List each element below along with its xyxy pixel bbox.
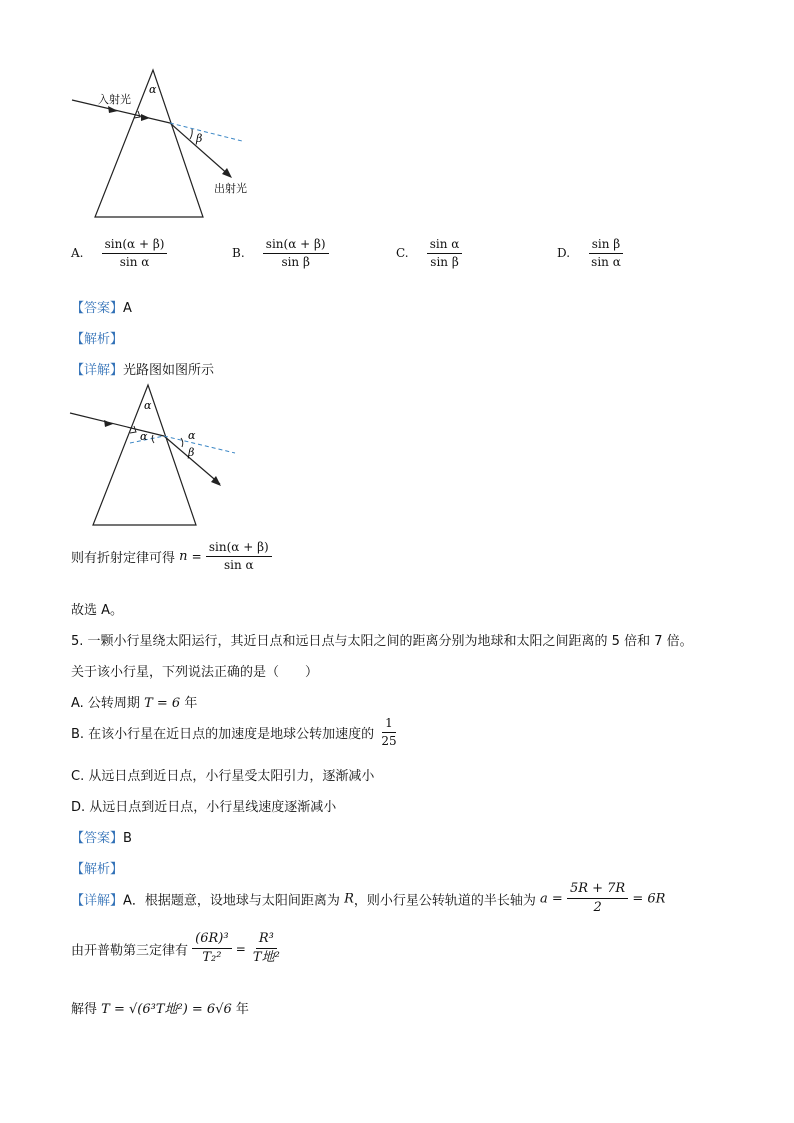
solve-text: 解得 xyxy=(71,1002,98,1017)
detail-a: a = xyxy=(540,891,563,907)
q5-answer xyxy=(71,827,132,846)
q5-detail xyxy=(71,882,665,916)
option-d xyxy=(557,238,624,269)
detail-numerator: 5R + 7R xyxy=(567,882,628,899)
beta-arc xyxy=(190,129,192,139)
alpha-label: α xyxy=(149,83,157,96)
law-denominator: sin α xyxy=(223,558,254,573)
detail-result: = 6R xyxy=(632,891,666,907)
detail-text-2: ，则小行星公转轨道的半长轴为 xyxy=(353,893,536,909)
alpha-top-label: α xyxy=(144,399,152,412)
q5-option-d: D. 从远日点到近日点，小行星线速度逐渐减小 xyxy=(71,800,337,815)
solve-post: 年 xyxy=(235,1002,249,1017)
law-var: n xyxy=(179,549,188,565)
alpha-arc-inner xyxy=(152,435,154,443)
answer-value: A xyxy=(123,301,132,316)
option-denominator: sin α xyxy=(119,255,150,270)
answer-tag: 【答案】 xyxy=(71,831,124,846)
q5-kepler xyxy=(71,932,283,966)
q5-option-c: C. 从远日点到近日点，小行星受太阳引力，逐渐减小 xyxy=(71,769,375,784)
option-a xyxy=(71,238,167,269)
detail-r: R xyxy=(344,891,354,907)
option-c xyxy=(396,238,462,269)
incident-arrow-2 xyxy=(141,114,150,121)
detail-denominator: 2 xyxy=(593,900,602,916)
option-label: A. xyxy=(71,246,84,261)
option-b-numerator: 1 xyxy=(382,717,396,733)
option-a-pre: A. 公转周期 xyxy=(71,696,140,711)
option-numerator: sin β xyxy=(589,238,623,254)
kepler-left-numerator: (6R)³ xyxy=(192,932,231,949)
option-denominator: sin β xyxy=(430,255,459,270)
q4-answer xyxy=(71,297,132,316)
q4-conclusion: 故选 A。 xyxy=(71,603,124,618)
q5-solve xyxy=(71,998,249,1017)
solve-math: T = √(6³T地²) = 6√6 xyxy=(101,1002,232,1017)
option-label: B. xyxy=(232,246,245,261)
answer-tag: 【答案】 xyxy=(71,301,124,316)
q4-analysis-tag: 【解析】 xyxy=(71,332,124,347)
option-a-post: 年 xyxy=(184,696,198,711)
kepler-left-denominator: T₂² xyxy=(202,950,222,966)
kepler-right-numerator: R³ xyxy=(256,932,277,949)
kepler-equals: = xyxy=(235,941,246,956)
beta-label: β xyxy=(188,446,195,459)
option-label: D. xyxy=(557,246,571,261)
option-denominator: sin α xyxy=(591,255,621,270)
law-text: 则有折射定律可得 xyxy=(71,551,176,567)
incident-ray xyxy=(70,413,164,436)
option-numerator: sin(α + β) xyxy=(263,238,329,254)
alpha-inner-label: α xyxy=(140,430,148,443)
option-b xyxy=(232,238,329,269)
alpha-arc-outer xyxy=(181,438,183,447)
option-b-pre: B. 在该小行星在近日点的加速度是地球公转加速度的 xyxy=(71,727,375,743)
detail-text: 光路图如图所示 xyxy=(123,363,215,378)
q5-option-a xyxy=(71,692,197,711)
option-denominator: sin β xyxy=(281,255,310,270)
prism-figure-2 xyxy=(60,380,250,530)
incident-ray-label: 入射光 xyxy=(98,93,131,106)
option-label: C. xyxy=(396,246,409,261)
kepler-right-denominator: T地² xyxy=(252,950,280,966)
q5-option-b xyxy=(71,717,400,748)
alpha-outer-label: α xyxy=(188,429,196,442)
answer-value: B xyxy=(123,831,132,846)
q5-stem-line1: 5. 一颗小行星绕太阳运行，其近日点和远日点与太阳之间的距离分别为地球和太阳之间距离的 5 倍和 7 倍。 xyxy=(71,634,693,649)
beta-label: β xyxy=(196,132,203,145)
q4-detail xyxy=(71,359,214,378)
detail-text-1: A．根据题意，设地球与太阳间距离为 xyxy=(123,893,340,909)
incident-arrow xyxy=(104,420,113,427)
refraction-law: 则有折射定律可得 n = $\frac{\sin(\alpha + \beta)}{\text{sin α}}$ xyxy=(71,541,272,572)
detail-tag: 【详解】 xyxy=(71,893,124,909)
option-numerator: sin(α + β) xyxy=(102,238,168,254)
option-numerator: sin α xyxy=(427,238,463,254)
kepler-text: 由开普勒第三定律有 xyxy=(71,943,189,959)
prism-figure-1 xyxy=(60,60,280,230)
q5-analysis-tag: 【解析】 xyxy=(71,862,124,877)
incident-arrow-1 xyxy=(108,106,118,113)
option-b-denominator: 25 xyxy=(381,734,397,749)
option-a-math: T = 6 xyxy=(144,696,181,711)
law-numerator: sin(α + β) xyxy=(206,541,272,557)
detail-tag: 【详解】 xyxy=(71,363,124,378)
exit-ray-label: 出射光 xyxy=(214,182,247,195)
q5-stem-line2: 关于该小行星，下列说法正确的是（ ） xyxy=(71,665,319,680)
